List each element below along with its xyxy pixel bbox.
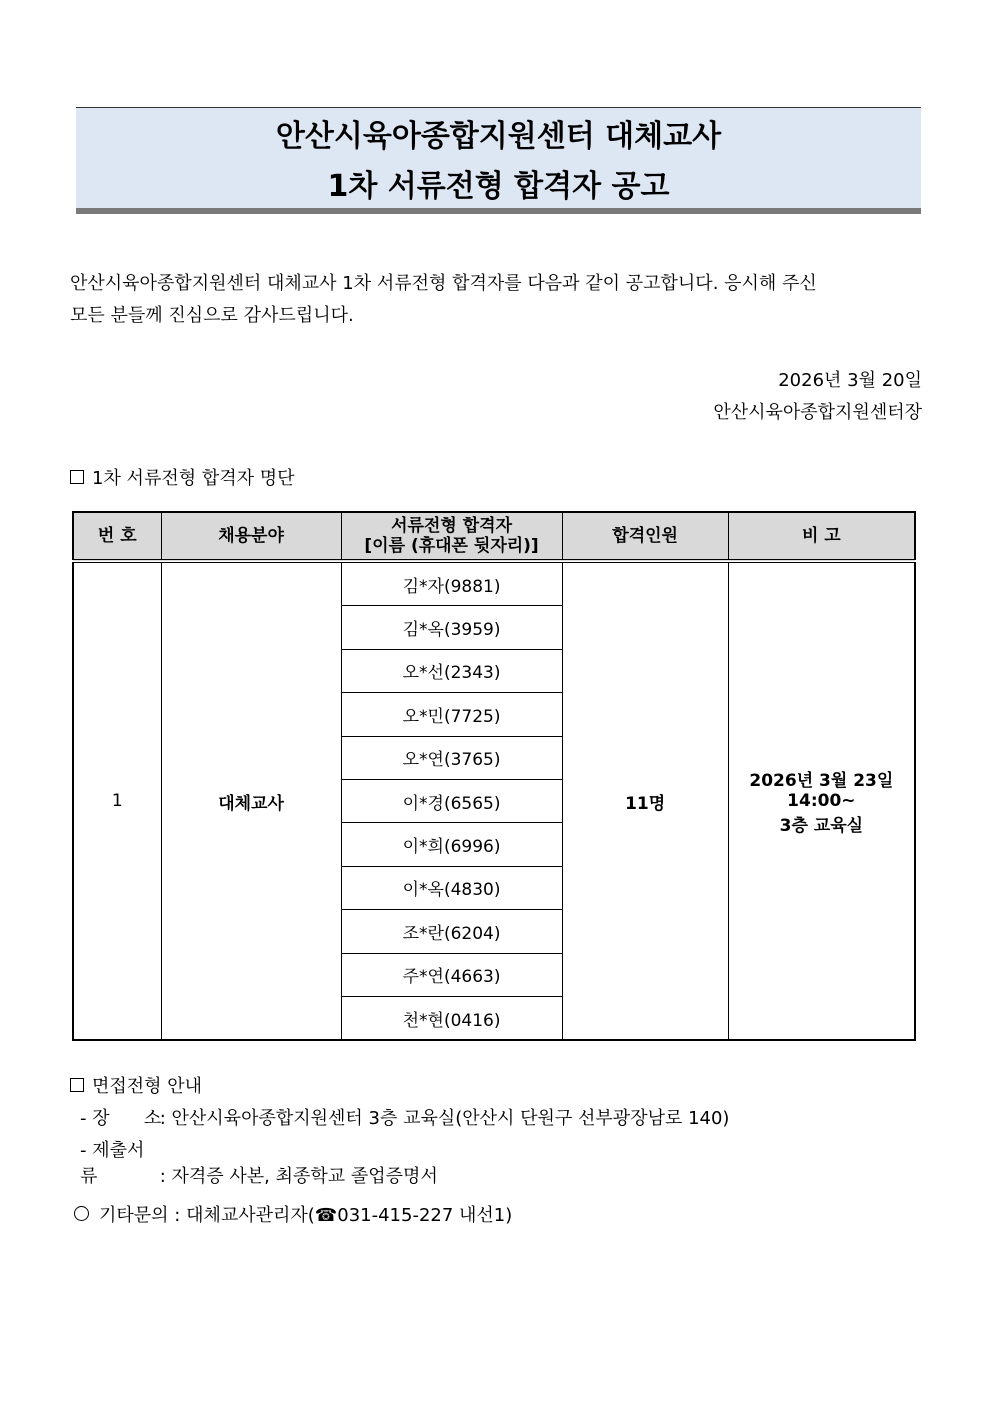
section-title-interview-text: 면접전형 안내: [92, 1076, 203, 1097]
place-label: - 장 소: [80, 1108, 162, 1129]
note-date: 2026년 3월 23일: [749, 771, 894, 792]
note-place: 3층 교육실: [779, 816, 864, 837]
cell-name: 이*경(6565): [341, 779, 562, 822]
signer: 안산시육아종합지원센터장: [713, 402, 922, 423]
docs-value: : 자격증 사본, 최종학교 졸업증명서: [159, 1166, 438, 1187]
cell-count: 11명: [562, 561, 728, 1040]
docs-label: - 제출서류: [80, 1140, 145, 1187]
header-number: 번 호: [73, 512, 161, 561]
place-value: : 안산시육아종합지원센터 3층 교육실(안산시 단원구 선부광장남로 140): [159, 1108, 730, 1129]
cell-name: 오*선(2343): [341, 649, 562, 692]
table-row: [73, 561, 915, 606]
applicant-table: [72, 511, 916, 1041]
contact-value: : 대체교사관리자(☎031-415-227 내선1): [174, 1205, 513, 1226]
cell-note: [728, 561, 915, 1040]
header-applicant-line2: [이름 (휴대폰 뒷자리)]: [364, 536, 539, 556]
header-count: 합격인원: [562, 512, 728, 561]
intro-paragraph: [70, 268, 922, 332]
cell-name: 김*옥(3959): [341, 606, 562, 649]
cell-name: 김*자(9881): [341, 561, 562, 606]
section-title-list: [70, 464, 295, 490]
header-note: 비 고: [728, 512, 915, 561]
contact-label: 기타문의: [99, 1205, 169, 1226]
interview-place: [80, 1104, 729, 1130]
circle-bullet-icon: [74, 1206, 89, 1221]
intro-line2: 모든 분들께 진심으로 감사드립니다.: [70, 305, 354, 326]
cell-name: 이*옥(4830): [341, 866, 562, 909]
intro-line1: 안산시육아종합지원센터 대체교사 1차 서류전형 합격자를 다음과 같이 공고합니다. 응시해 주신: [70, 273, 817, 294]
announcement-date: 2026년 3월 20일: [778, 370, 922, 391]
section-title-list-text: 1차 서류전형 합격자 명단: [92, 468, 295, 489]
interview-documents: [80, 1136, 438, 1188]
cell-field: 대체교사: [161, 561, 341, 1040]
checkbox-square-icon: [70, 1078, 84, 1092]
header-applicant-line1: 서류전형 합격자: [391, 516, 512, 536]
title-banner: [76, 107, 921, 214]
cell-name: 오*민(7725): [341, 693, 562, 736]
header-applicant: [341, 512, 562, 561]
page-title-line2: 1차 서류전형 합격자 공고: [327, 169, 670, 204]
note-time: 14:00~: [787, 791, 856, 812]
cell-name: 천*현(0416): [341, 996, 562, 1040]
table-header-row: [73, 512, 915, 561]
checkbox-square-icon: [70, 470, 84, 484]
cell-number: 1: [73, 561, 161, 1040]
cell-name: 오*연(3765): [341, 736, 562, 779]
page-title-line1: 안산시육아종합지원센터 대체교사: [275, 119, 722, 154]
section-title-interview: [70, 1072, 202, 1098]
cell-name: 조*란(6204): [341, 910, 562, 953]
cell-name: 이*희(6996): [341, 823, 562, 866]
header-field: 채용분야: [161, 512, 341, 561]
contact-line: [74, 1201, 512, 1227]
cell-name: 주*연(4663): [341, 953, 562, 996]
